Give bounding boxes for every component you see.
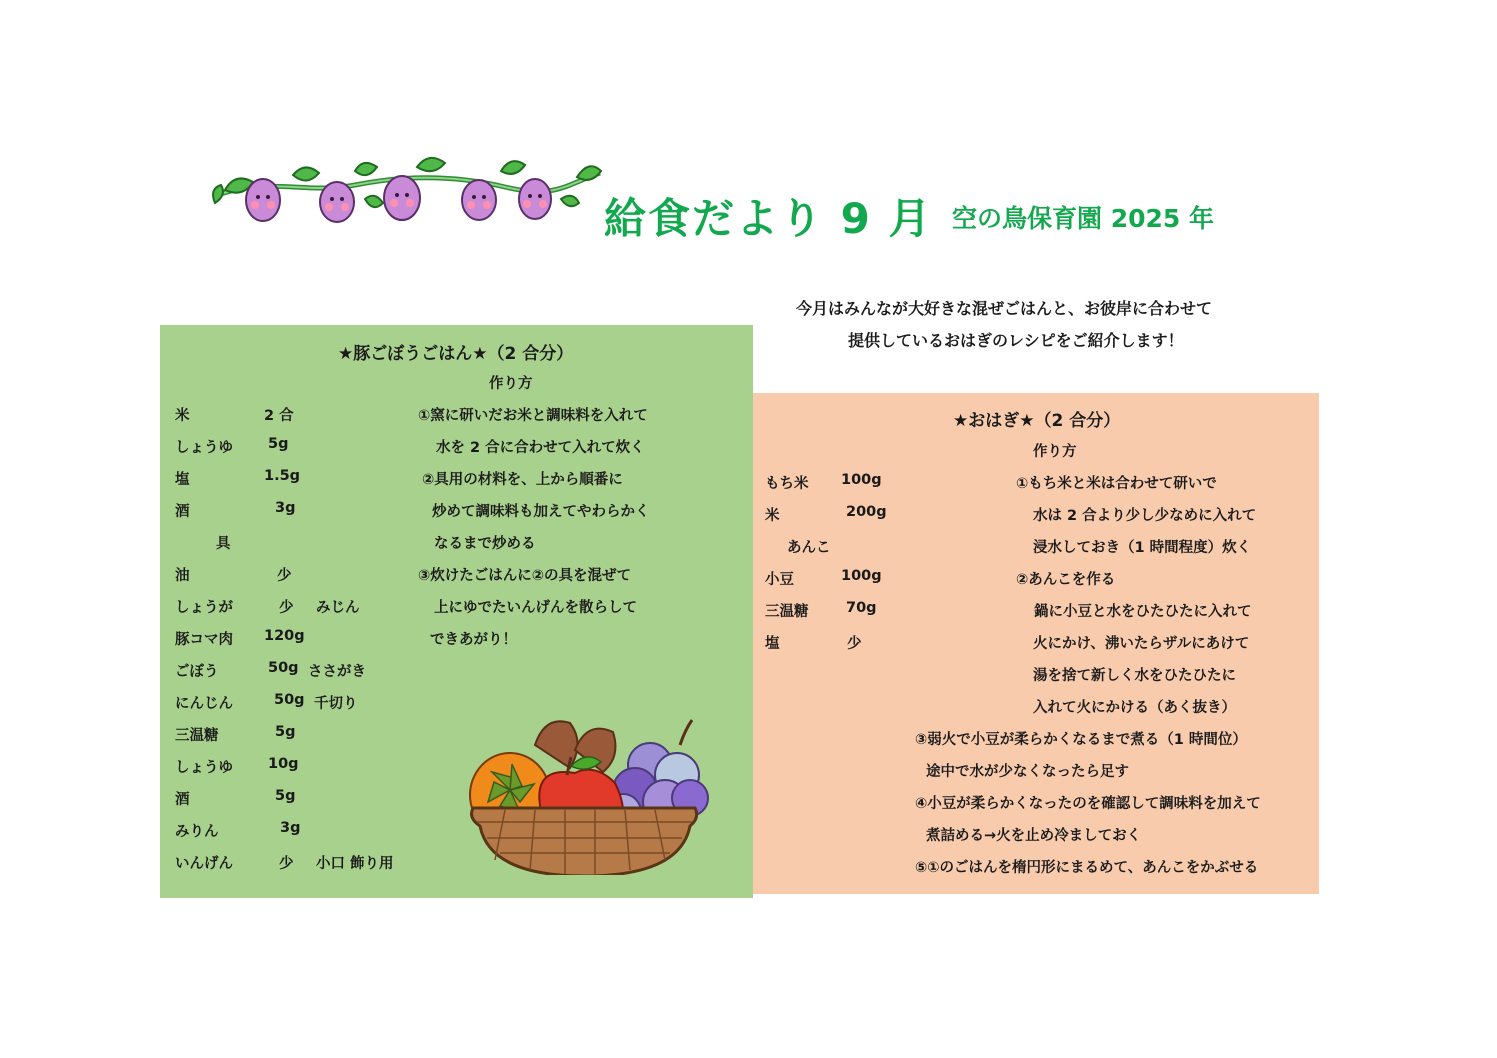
step-line: 入れて火にかける（あく抜き） xyxy=(1033,700,1236,716)
fruit-basket-illustration xyxy=(465,690,715,875)
ingredient-note: 小口 飾り用 xyxy=(316,856,394,872)
ingredient-name: 小豆 xyxy=(765,572,794,588)
step-line: 火にかけ、沸いたらザルにあけて xyxy=(1033,636,1250,652)
ingredient-name: しょうゆ xyxy=(175,440,233,456)
ingredient-note: 千切り xyxy=(314,696,358,712)
ingredient-group-label: あんこ xyxy=(787,540,831,556)
ingredient-name: いんげん xyxy=(175,856,233,872)
ingredient-name: みりん xyxy=(175,824,219,840)
sweet-potato-vine-illustration xyxy=(205,155,605,230)
step-line: できあがり！ xyxy=(430,632,517,648)
recipe-panel-butagobo xyxy=(160,325,753,898)
ingredient-name: しょうが xyxy=(175,600,233,616)
ingredient-name: 酒 xyxy=(175,792,190,808)
step-line: ①窯に研いだお米と調味料を入れて xyxy=(418,408,648,424)
step-line: ②具用の材料を、上から順番に xyxy=(422,472,623,488)
ingredient-name: しょうゆ xyxy=(175,760,233,776)
ingredient-name: 三温糖 xyxy=(765,604,809,620)
ingredient-amount: 100g xyxy=(841,568,882,584)
step-line: 浸水しておき（1 時間程度）炊く xyxy=(1033,540,1252,556)
ingredient-amount: 少 xyxy=(279,600,294,616)
ingredient-amount: 少 xyxy=(279,856,294,872)
step-line: 水を 2 合に合わせて入れて炊く xyxy=(436,440,645,456)
steps-heading: 作り方 xyxy=(1033,444,1077,460)
recipe-title: ★豚ごぼうごはん★（2 合分） xyxy=(338,344,574,364)
school-name-year: 空の鳥保育園 2025 年 xyxy=(952,204,1214,233)
ingredient-amount: 3g xyxy=(280,820,301,836)
ingredient-amount: 200g xyxy=(846,504,887,520)
ingredient-name: 塩 xyxy=(175,472,190,488)
step-line: ④小豆が柔らかくなったのを確認して調味料を加えて xyxy=(915,796,1261,812)
ingredient-group-label: 具 xyxy=(216,536,231,552)
ingredient-amount: 少 xyxy=(847,636,862,652)
ingredient-amount: 120g xyxy=(264,628,305,644)
page-title: 給食だより 9 月 xyxy=(604,194,933,243)
ingredient-name: にんじん xyxy=(175,696,233,712)
ingredient-note: みじん xyxy=(316,600,360,616)
ingredient-amount: 5g xyxy=(275,724,296,740)
step-line: ⑤①のごはんを楕円形にまるめて、あんこをかぶせる xyxy=(915,860,1259,876)
step-line: 水は 2 合より少し少なめに入れて xyxy=(1033,508,1257,524)
ingredient-amount: 少 xyxy=(277,568,292,584)
ingredient-name: 酒 xyxy=(175,504,190,520)
ingredient-amount: 10g xyxy=(268,756,299,772)
ingredient-name: 三温糖 xyxy=(175,728,219,744)
ingredient-name: 豚コマ肉 xyxy=(175,632,233,648)
ingredient-amount: 50g xyxy=(274,692,305,708)
step-line: 湯を捨て新しく水をひたひたに xyxy=(1033,668,1236,684)
steps-heading: 作り方 xyxy=(489,376,533,392)
step-line: 煮詰める→火を止め冷ましておく xyxy=(926,828,1142,844)
ingredient-name: もち米 xyxy=(765,476,809,492)
step-line: 鍋に小豆と水をひたひたに入れて xyxy=(1034,604,1252,620)
ingredient-name: ごぼう xyxy=(175,664,219,680)
recipe-title: ★おはぎ★（2 合分） xyxy=(953,411,1121,431)
ingredient-amount: 5g xyxy=(275,788,296,804)
recipe-panel-ohagi xyxy=(753,393,1319,894)
ingredient-amount: 5g xyxy=(268,436,289,452)
ingredient-amount: 3g xyxy=(275,500,296,516)
ingredient-name: 米 xyxy=(175,408,190,424)
step-line: なるまで炒める xyxy=(434,536,536,552)
ingredient-name: 油 xyxy=(175,568,190,584)
step-line: ③弱火で小豆が柔らかくなるまで煮る（1 時間位） xyxy=(915,732,1247,748)
ingredient-amount: 100g xyxy=(841,472,882,488)
ingredient-name: 米 xyxy=(765,508,780,524)
step-line: 上にゆでたいんげんを散らして xyxy=(434,600,637,616)
step-line: ②あんこを作る xyxy=(1016,572,1116,588)
step-line: ③炊けたごはんに②の具を混ぜて xyxy=(418,568,632,584)
ingredient-amount: 1.5g xyxy=(264,468,301,484)
step-line: ①もち米と米は合わせて研いで xyxy=(1016,476,1217,492)
ingredient-name: 塩 xyxy=(765,636,780,652)
intro-line-1: 今月はみんなが大好きな混ぜごはんと、お彼岸に合わせて xyxy=(796,299,1213,318)
step-line: 途中で水が少なくなったら足す xyxy=(926,764,1129,780)
ingredient-note: ささがき xyxy=(308,664,366,680)
step-line: 炒めて調味料も加えてやわらかく xyxy=(432,504,650,520)
ingredient-amount: 50g xyxy=(268,660,299,676)
ingredient-amount: 2 合 xyxy=(264,408,294,424)
intro-line-2: 提供しているおはぎのレシピをご紹介します！ xyxy=(848,331,1184,350)
ingredient-amount: 70g xyxy=(846,600,877,616)
